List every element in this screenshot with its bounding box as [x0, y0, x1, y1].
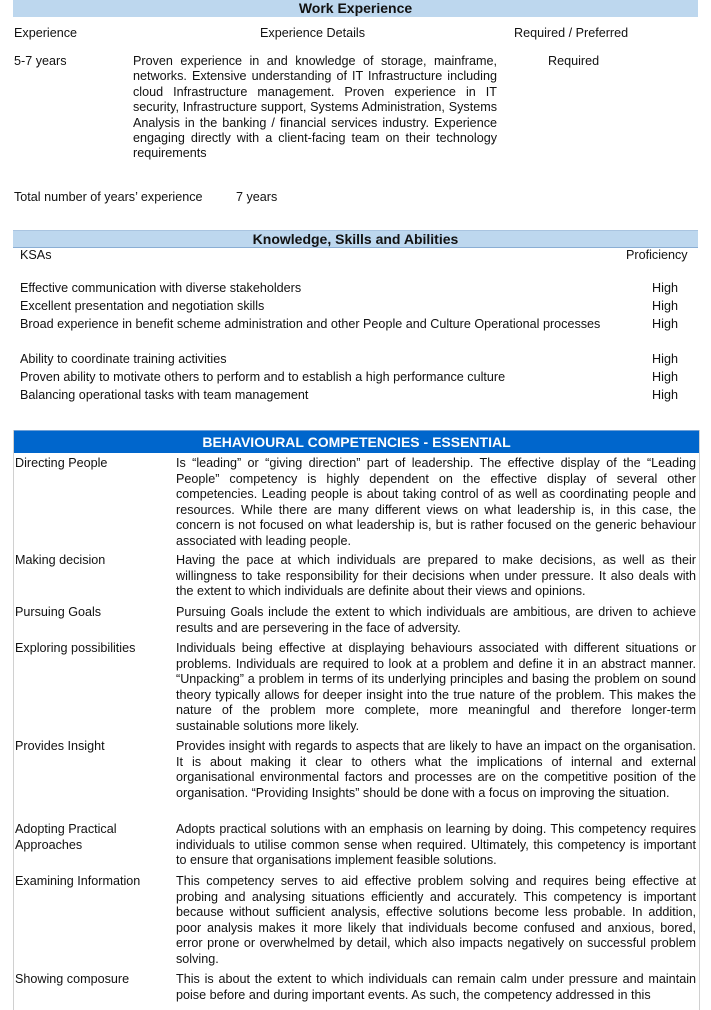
ksa-proficiency: High	[652, 299, 678, 313]
competency-name: Provides Insight	[15, 739, 105, 753]
experience-column-header: Experience	[14, 26, 78, 40]
ksa-proficiency: High	[652, 317, 678, 331]
behavioural-competencies-table	[13, 430, 700, 1010]
ksa-text: Effective communication with diverse stakeholders	[20, 281, 302, 295]
experience-required: Required	[548, 54, 600, 68]
competency-name: Exploring possibilities	[15, 641, 136, 655]
competency-name: Showing composure	[15, 972, 130, 986]
ksa-proficiency: High	[652, 370, 678, 384]
ksa-proficiency: High	[652, 281, 678, 295]
competency-name: Adopting Practical Approaches	[15, 822, 117, 852]
competency-name: Pursuing Goals	[15, 605, 102, 619]
competency-description: Individuals being effective at displaying behaviours associated with different situations or problems. Individuals are required to look at a problem and define it in an abstract manner. “Unpacking” a problem in terms of its underlying principles and basing the problem on sound theory typically allows for deeper insight into the true nature of the problem. This makes the nature of the problem more complete, more meaningful and therefore longer-term sustainable solutions more likely.	[176, 641, 696, 733]
ksa-text: Ability to coordinate training activities	[20, 352, 227, 366]
competency-name: Directing People	[15, 456, 108, 470]
ksa-text: Balancing operational tasks with team management	[20, 388, 309, 402]
ksa-text: Excellent presentation and negotiation skills	[20, 299, 265, 313]
competency-description: Pursuing Goals include the extent to which individuals are ambitious, are driven to achieve results and are persevering in the face of adversity.	[176, 605, 696, 635]
required-column-header: Required / Preferred	[514, 26, 629, 40]
total-experience-value: 7 years	[236, 190, 278, 204]
work-experience-header: Work Experience	[13, 0, 698, 17]
experience-years: 5-7 years	[14, 54, 67, 68]
total-experience-label: Total number of years’ experience	[14, 190, 203, 204]
behavioural-competencies-header: BEHAVIOURAL COMPETENCIES - ESSENTIAL	[14, 430, 699, 453]
ksa-text: Broad experience in benefit scheme administration and other People and Culture Operational processes	[20, 317, 601, 331]
ksa-text: Proven ability to motivate others to perform and to establish a high performance culture	[20, 370, 506, 384]
competency-description: Having the pace at which individuals are prepared to make decisions, as well as their willingness to take responsibility for their decisions when under pressure. It also deals with the extent to which individuals are definite about their views and opinions.	[176, 553, 696, 598]
competency-description: This is about the extent to which individuals can remain calm under pressure and maintain poise before and during important events. As such, the competency addressed in this	[176, 972, 696, 1002]
competency-name: Examining Information	[15, 874, 141, 888]
competency-description: Is “leading” or “giving direction” part of leadership. The effective display of the “Leading People” competency is highly dependent on the effective display of several other competencies. Leading people is about taking control of as well as coordinating people and resources. While there are many different views on what leadership is, in this case, the concern is not focused on what leadership is, but is rather focused on the generic behaviour associated with leading people.	[176, 456, 696, 548]
proficiency-column-header: Proficiency	[626, 248, 688, 262]
ksa-proficiency: High	[652, 388, 678, 402]
experience-details: Proven experience in and knowledge of storage, mainframe, networks. Extensive understanding of IT Infrastructure including cloud Infrastructure management. Proven experience in IT security, Infrastructure support, Systems Administration, Systems Analysis in the banking / financial services industry. Experience engaging directly with a client-facing team on their technology requirements	[133, 54, 497, 161]
competency-name: Making decision	[15, 553, 106, 567]
ksa-column-header: KSAs	[20, 248, 52, 262]
experience-details-column-header: Experience Details	[260, 26, 365, 40]
competency-description: This competency serves to aid effective problem solving and requires being effective at probing and analysing situations efficiently and accurately. This competency is important because without sufficient analysis, effective solutions become less probable. In addition, poor analysis makes it more likely that individuals become confused and anxious, bored, error prone or overwhelmed by detail, which also impacts negatively on successful problem solving.	[176, 874, 696, 966]
ksa-proficiency: High	[652, 352, 678, 366]
ksa-header: Knowledge, Skills and Abilities	[13, 230, 698, 248]
competency-description: Adopts practical solutions with an emphasis on learning by doing. This competency requires individuals to utilise common sense when required. Ultimately, this competency is important to ensure that organisations implement feasible solutions.	[176, 822, 696, 867]
competency-description: Provides insight with regards to aspects that are likely to have an impact on the organisation. It is about making it clear to others what the implications of internal and external organisational environmental factors and processes are on the competitive position of the organisation. “Providing Insights” should be done with a focus on improving the situation.	[176, 739, 696, 800]
